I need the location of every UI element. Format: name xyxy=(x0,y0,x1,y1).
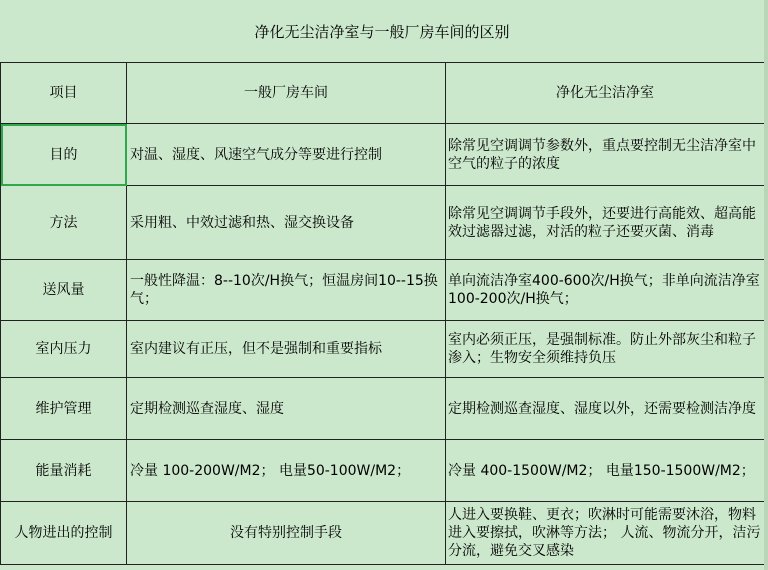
row-general-cell[interactable]: 定期检测巡查湿度、湿度 xyxy=(127,378,446,440)
row-cleanroom-cell[interactable]: 人进入要换鞋、更衣；吹淋时可能需要沐浴，物料进入要擦拭，吹淋等方法； 人流、物流分开，洁污分流，避免交叉感染 xyxy=(446,502,765,565)
row-general-cell[interactable]: 室内建议有正压，但不是强制和重要指标 xyxy=(127,321,446,378)
table-row xyxy=(1,260,765,321)
table-row xyxy=(1,186,765,260)
header-row xyxy=(1,63,765,124)
row-general-cell[interactable]: 对温、湿度、风速空气成分等要进行控制 xyxy=(127,124,446,186)
row-cleanroom-cell[interactable]: 除常见空调调节参数外，重点要控制无尘洁净室中空气的粒子的浓度 xyxy=(446,124,765,186)
row-cleanroom-cell[interactable]: 定期检测巡查湿度、湿度以外，还需要检测洁净度 xyxy=(446,378,765,440)
table-row xyxy=(1,124,765,186)
row-item-cell[interactable]: 维护管理 xyxy=(1,378,127,440)
row-item-cell[interactable]: 能量消耗 xyxy=(1,440,127,502)
row-general-cell[interactable]: 一般性降温：8--10次/H换气；恒温房间10--15换气； xyxy=(127,260,446,321)
table-title: 净化无尘洁净室与一般厂房车间的区别 xyxy=(0,0,765,63)
window-edge xyxy=(764,0,768,570)
row-general-cell[interactable]: 冷量 100-200W/M2； 电量50-100W/M2； xyxy=(127,440,446,502)
header-cleanroom[interactable]: 净化无尘洁净室 xyxy=(446,63,765,124)
row-cleanroom-cell[interactable]: 室内必须正压，是强制标准。防止外部灰尘和粒子渗入；生物安全须维持负压 xyxy=(446,321,765,378)
row-item-cell[interactable]: 送风量 xyxy=(1,260,127,321)
row-item-cell[interactable]: 目的 xyxy=(1,124,127,186)
table-row xyxy=(1,440,765,502)
header-item[interactable]: 项目 xyxy=(1,63,127,124)
row-cleanroom-cell[interactable]: 除常见空调调节手段外，还要进行高能效、超高能效过滤器过滤，对活的粒子还要灭菌、消毒 xyxy=(446,186,765,260)
row-cleanroom-cell[interactable]: 单向流洁净室400-600次/H换气；非单向流洁净室100-200次/H换气； xyxy=(446,260,765,321)
comparison-table xyxy=(0,62,765,565)
row-item-cell[interactable]: 方法 xyxy=(1,186,127,260)
row-general-cell[interactable]: 采用粗、中效过滤和热、湿交换设备 xyxy=(127,186,446,260)
row-general-cell[interactable]: 没有特别控制手段 xyxy=(127,502,446,565)
row-item-cell[interactable]: 人物进出的控制 xyxy=(1,502,127,565)
row-item-cell[interactable]: 室内压力 xyxy=(1,321,127,378)
row-cleanroom-cell[interactable]: 冷量 400-1500W/M2； 电量150-1500W/M2； xyxy=(446,440,765,502)
table-row xyxy=(1,321,765,378)
table-row xyxy=(1,378,765,440)
header-general-workshop[interactable]: 一般厂房车间 xyxy=(127,63,446,124)
table-row xyxy=(1,502,765,565)
